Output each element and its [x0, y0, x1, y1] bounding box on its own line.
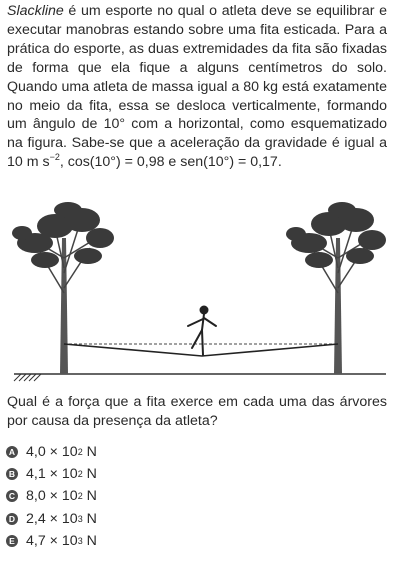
- option-d[interactable]: D 2,4 × 10 3 N: [6, 508, 306, 530]
- left-tree: [12, 202, 114, 374]
- option-e[interactable]: E 4,7 × 10 3 N: [6, 530, 306, 552]
- option-d-mantissa: 2,4 × 10: [26, 510, 78, 527]
- option-a[interactable]: A 4,0 × 10 2 N: [6, 441, 306, 463]
- slackline-term: Slackline: [7, 3, 64, 19]
- option-b-mantissa: 4,1 × 10: [26, 466, 78, 483]
- answer-options: [6, 441, 306, 552]
- option-b-unit: N: [82, 466, 97, 483]
- athlete-figure: [188, 307, 216, 356]
- option-d-badge: D: [6, 513, 18, 525]
- option-d-unit: N: [82, 510, 97, 527]
- option-b-badge: B: [6, 468, 18, 480]
- ground-hatch: [14, 374, 41, 381]
- option-c[interactable]: C 8,0 × 10 2 N: [6, 485, 306, 507]
- statement-text-end: , cos(10°) = 0,98 e sen(10°) = 0,17.: [59, 154, 282, 171]
- option-b[interactable]: B 4,1 × 10 2 N: [6, 463, 306, 485]
- option-c-unit: N: [82, 488, 97, 505]
- option-a-unit: N: [82, 444, 97, 461]
- option-e-badge: E: [6, 535, 18, 547]
- option-a-mantissa: 4,0 × 10: [26, 444, 78, 461]
- question-statement: [7, 2, 387, 172]
- option-e-mantissa: 4,7 × 10: [26, 532, 78, 549]
- slackline-rope: [64, 344, 338, 356]
- option-e-unit: N: [82, 532, 97, 549]
- option-c-badge: C: [6, 490, 18, 502]
- right-tree: [286, 202, 386, 374]
- option-c-mantissa: 8,0 × 10: [26, 488, 78, 505]
- option-a-badge: A: [6, 446, 18, 458]
- gravity-exponent: −2: [49, 152, 60, 163]
- statement-text: é um esporte no qual o atleta deve se equilibrar e executar manobras estando sobre uma fita esticada. Para a prática do esporte, as duas extremidades da fita são fixadas de forma que ela fique a alguns centímetros do solo. Quando uma atleta de massa igual a 80 kg está exatamente no meio da fita, essa se desloca verticalmente, formando um ângulo de 10° com a horizontal, como esquematizado na figura. Sabe-se que a aceleração da gravidade é igual a 10 m s: [7, 3, 387, 171]
- question-text: Qual é a força que a fita exerce em cada uma das árvores por causa da presença da atleta?: [7, 394, 387, 429]
- slackline-figure: [0, 198, 404, 388]
